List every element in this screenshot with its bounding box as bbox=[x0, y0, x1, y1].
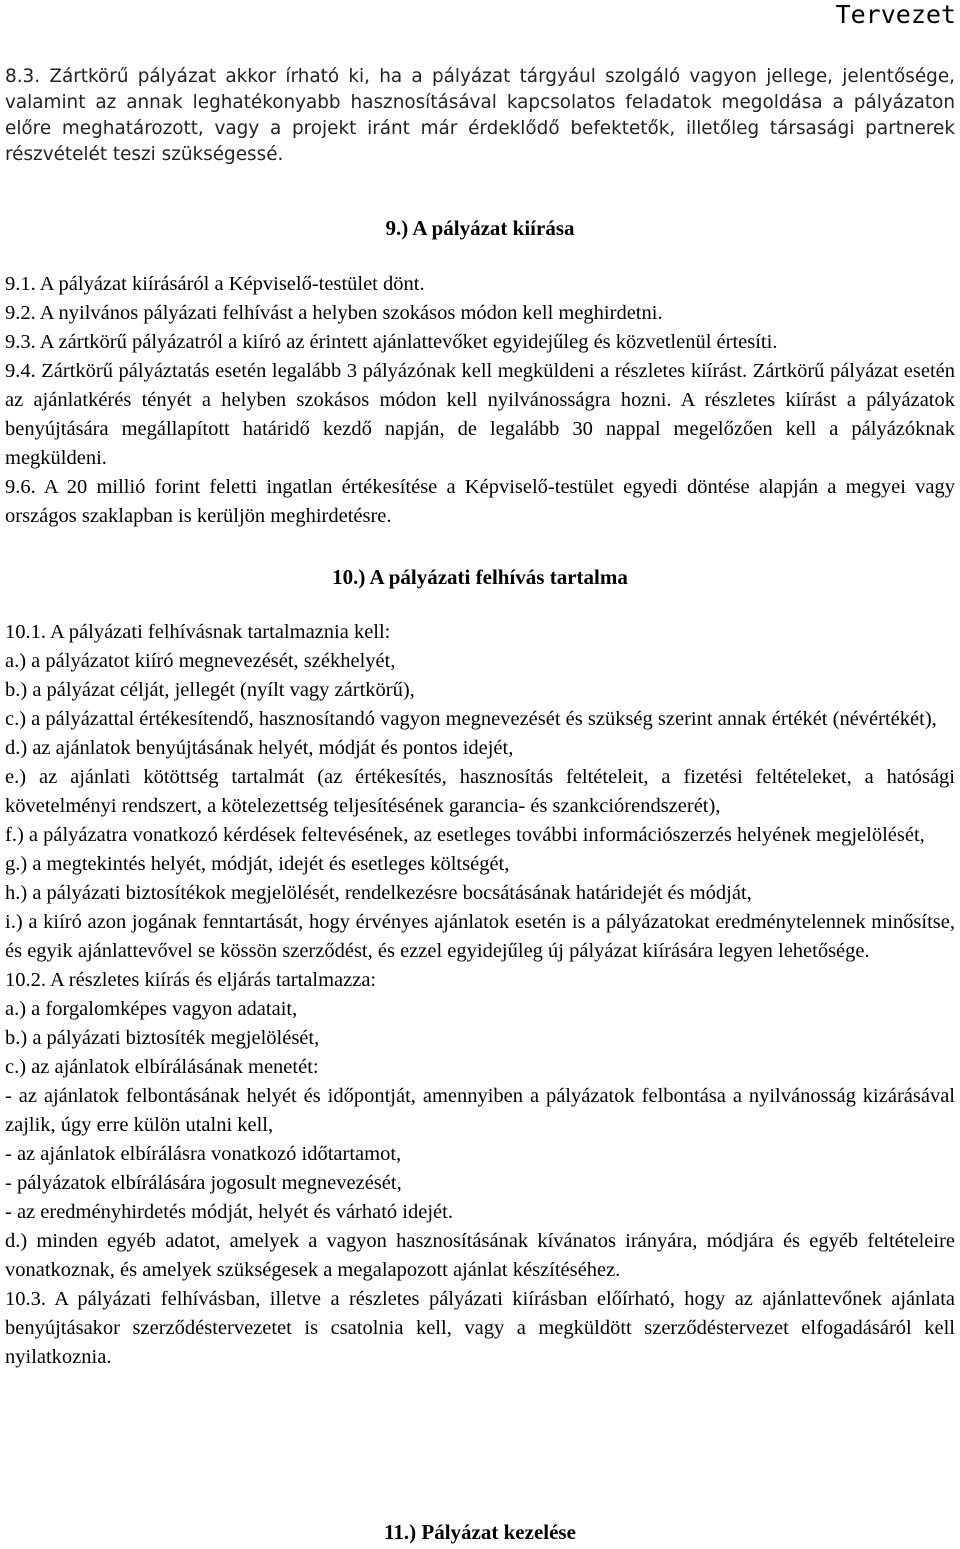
item-9-3: 9.3. A zártkörű pályázatról a kiíró az érintett ajánlattevőket egyidejűleg és közvetlenül értesíti. bbox=[5, 331, 778, 353]
page-header-label: Tervezet bbox=[835, 0, 956, 29]
list-item: - az eredményhirdetés módját, helyét és várható idejét. bbox=[5, 1201, 453, 1223]
list-item: d.) minden egyéb adatot, amelyek a vagyon hasznosításának kívánatos irányára, módjára és egyéb feltételeire vonatkoznak, és amelyek szükségesek a megalapozott ajánlat készítéséhez. bbox=[5, 1230, 955, 1281]
list-item: - az ajánlatok felbontásának helyét és időpontját, amennyiben a pályázatok felbontása a nyilvánosság kizárásával zajlik, úgy erre külön utalni kell, bbox=[5, 1085, 955, 1136]
section-9-body bbox=[5, 270, 955, 531]
intro-paragraph: 8.3. Zártkörű pályázat akkor írható ki, ha a pályázat tárgyául szolgáló vagyon jellege, jelentősége, valamint az annak leghatékonyabb hasznosításával kapcsolatos feladatok megoldása a pályázaton előre meghatározott, vagy a projekt iránt már érdeklődő befektetők, illetőleg társasági partnerek részvételét teszi szükségessé. bbox=[5, 66, 955, 165]
item-9-4: 9.4. Zártkörű pályáztatás esetén legalább 3 pályázónak kell megküldeni a részletes kiírást. Zártkörű pályázat esetén az ajánlatkérés tényét a helyben szokásos módon kell nyilvánosságra hozni. A részletes kiírást a pályázatok benyújtására megállapított határidő kezdő napján, de legalább 30 nappal megelőzően kell a pályázóknak megküldeni. bbox=[5, 360, 955, 469]
list-item: c.) az ajánlatok elbírálásának menetét: bbox=[5, 1056, 319, 1078]
list-item: g.) a megtekintés helyét, módját, idejét és esetleges költségét, bbox=[5, 853, 510, 875]
list-item: b.) a pályázati biztosíték megjelölését, bbox=[5, 1027, 320, 1049]
section-9-heading: 9.) A pályázat kiírása bbox=[385, 216, 575, 240]
item-9-6: 9.6. A 20 millió forint feletti ingatlan értékesítése a Képviselő-testület egyedi döntése alapján a megyei vagy országos szaklapban is kerüljön meghirdetésre. bbox=[5, 476, 955, 527]
item-9-2: 9.2. A nyilvános pályázati felhívást a helyben szokásos módon kell meghirdetni. bbox=[5, 302, 663, 324]
list-item: b.) a pályázat célját, jellegét (nyílt vagy zártkörű), bbox=[5, 679, 415, 701]
list-item: a.) a forgalomképes vagyon adatait, bbox=[5, 998, 298, 1020]
subsection-10-1-title: 10.1. A pályázati felhívásnak tartalmaznia kell: bbox=[5, 621, 391, 643]
subsection-10-3-text: 10.3. A pályázati felhívásban, illetve a részletes pályázati kiírásban előírható, hogy az ajánlattevőnek ajánlata benyújtásakor szerződéstervezetet is csatolnia kell, vagy a megküldött szerződéstervezet elfogadásáról kell nyilatkoznia. bbox=[5, 1288, 955, 1368]
section-10-body bbox=[5, 618, 955, 1372]
list-item: e.) az ajánlati kötöttség tartalmát (az értékesítés, hasznosítás feltételeit, a fizetési feltételeket, a hatósági követelményi rendszert, a kötelezettség teljesítésének garancia- és szankciórendszerét), bbox=[5, 766, 955, 817]
list-item: c.) a pályázattal értékesítendő, hasznosítandó vagyon megnevezését és szükség szerint annak értékét (névértékét), bbox=[5, 708, 937, 730]
list-item: d.) az ajánlatok benyújtásának helyét, módját és pontos idejét, bbox=[5, 737, 514, 759]
item-9-1: 9.1. A pályázat kiírásáról a Képviselő-testület dönt. bbox=[5, 273, 425, 295]
list-item: i.) a kiíró azon jogának fenntartását, hogy érvényes ajánlatok esetén is a pályázatokat eredménytelennek minősítse, és egyik ajánlattevővel se kössön szerződést, és ezzel egyidejűleg új pályázat kiírására legyen lehetősége. bbox=[5, 911, 955, 962]
list-item: - az ajánlatok elbírálásra vonatkozó időtartamot, bbox=[5, 1143, 402, 1165]
section-10-heading: 10.) A pályázati felhívás tartalma bbox=[332, 565, 628, 589]
list-item: h.) a pályázati biztosítékok megjelölését, rendelkezésre bocsátásának határidejét és módját, bbox=[5, 882, 752, 904]
list-item: f.) a pályázatra vonatkozó kérdések feltevésének, az esetleges további információszerzés helyének megjelölését, bbox=[5, 824, 925, 846]
section-11-heading: 11.) Pályázat kezelése bbox=[384, 1520, 576, 1544]
list-item: - pályázatok elbírálására jogosult megnevezését, bbox=[5, 1172, 402, 1194]
list-item: a.) a pályázatot kiíró megnevezését, székhelyét, bbox=[5, 650, 396, 672]
subsection-10-2-title: 10.2. A részletes kiírás és eljárás tartalmazza: bbox=[5, 969, 377, 991]
